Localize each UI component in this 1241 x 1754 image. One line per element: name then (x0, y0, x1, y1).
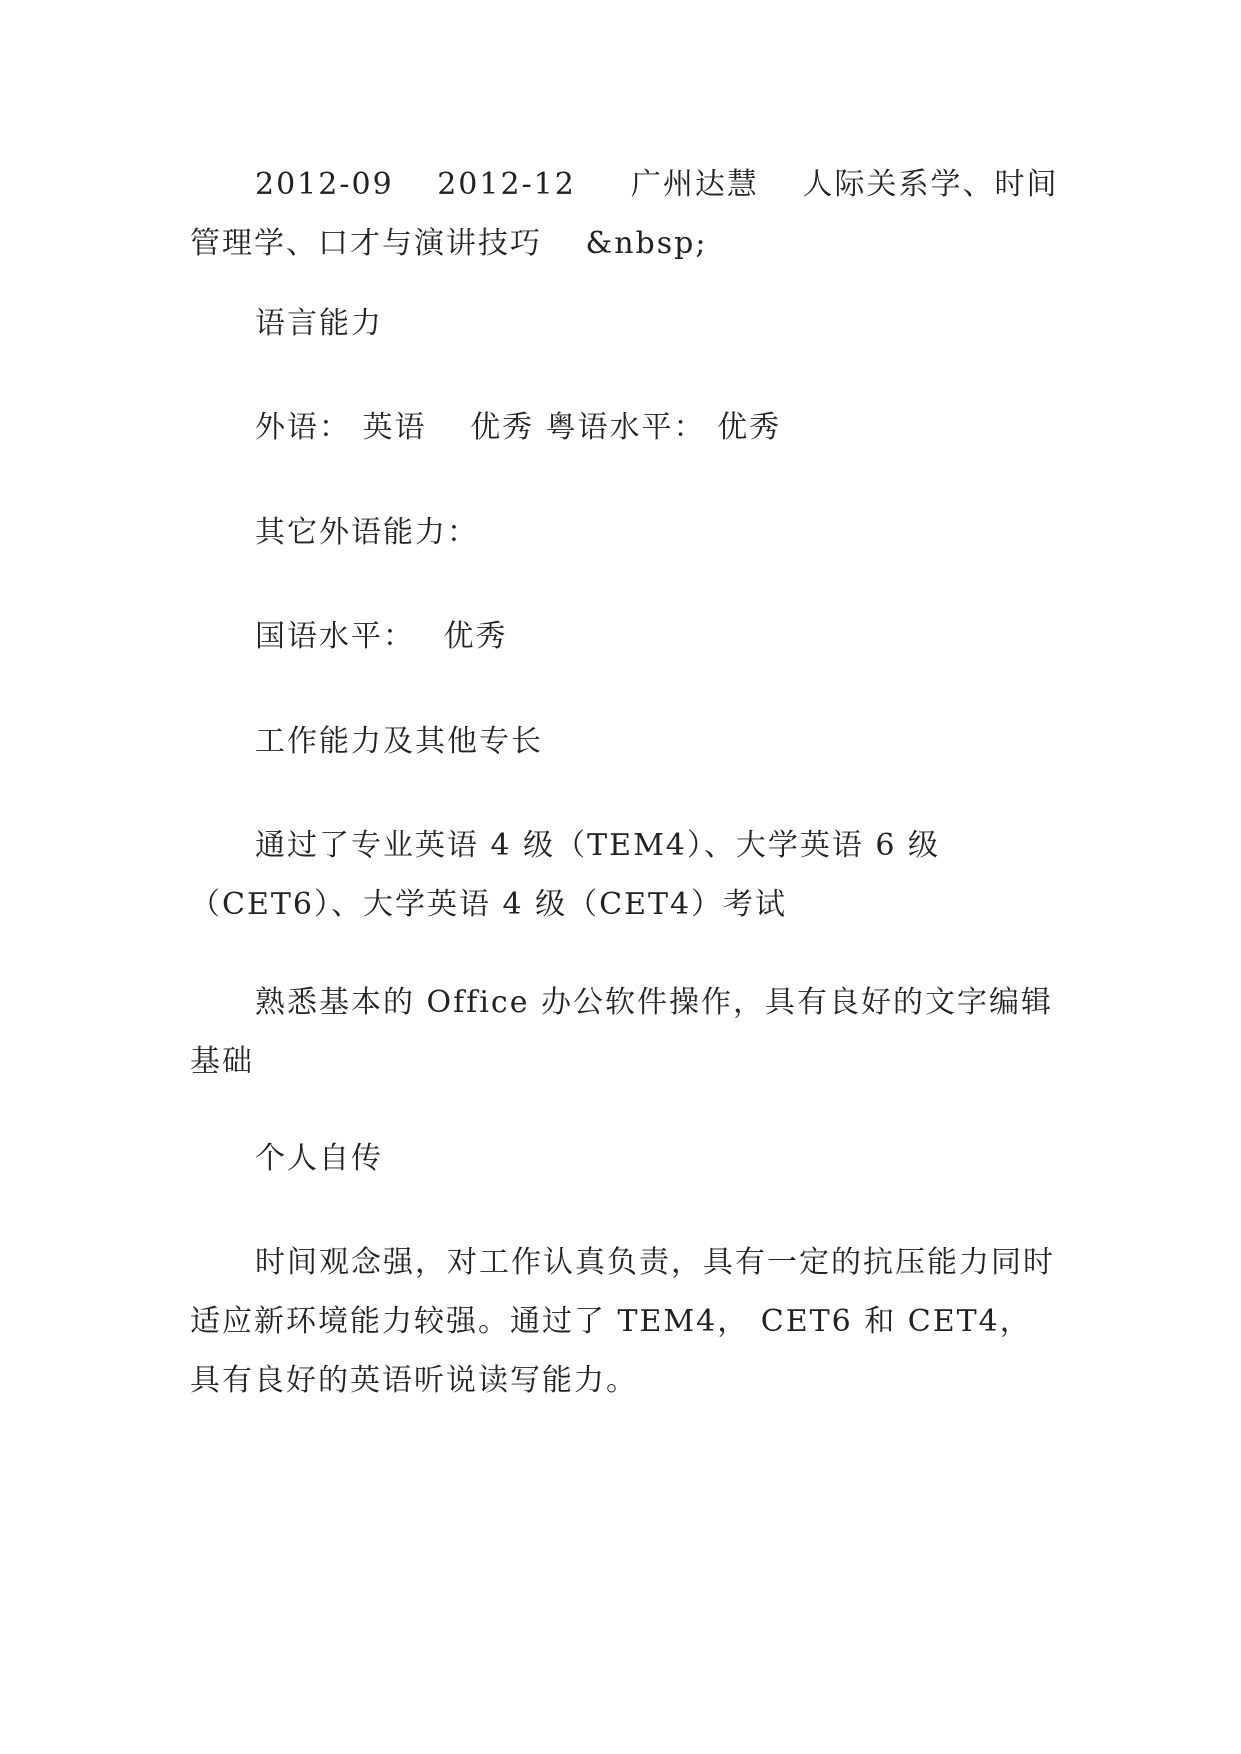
paragraph-office-skills: 熟悉基本的 Office 办公软件操作，具有良好的文字编辑基础 (190, 985, 1054, 1079)
paragraph-certificates: 通过了专业英语 4 级（TEM4）、大学英语 6 级（CET6）、大学英语 4 级（CET4）考试 (190, 828, 941, 922)
heading-self-description: 个人自传 (255, 1141, 383, 1176)
paragraph-self-description: 时间观念强，对工作认真负责，具有一定的抗压能力同时适应新环境能力较强。通过了 TEM4， CET6 和 CET4，具有良好的英语听说读写能力。 (190, 1245, 1055, 1398)
heading-language-ability: 语言能力 (255, 306, 383, 341)
paragraph-other-languages: 其它外语能力： (255, 515, 479, 550)
paragraph-foreign-language: 外语： 英语 优秀 粤语水平： 优秀 (255, 410, 782, 445)
heading-work-skills: 工作能力及其他专长 (255, 724, 543, 759)
paragraph-mandarin-level: 国语水平： 优秀 (255, 619, 508, 654)
paragraph-training-record: 2012-09 2012-12 广州达慧 人际关系学、时间管理学、口才与演讲技巧 &nbsp; (190, 167, 1059, 261)
